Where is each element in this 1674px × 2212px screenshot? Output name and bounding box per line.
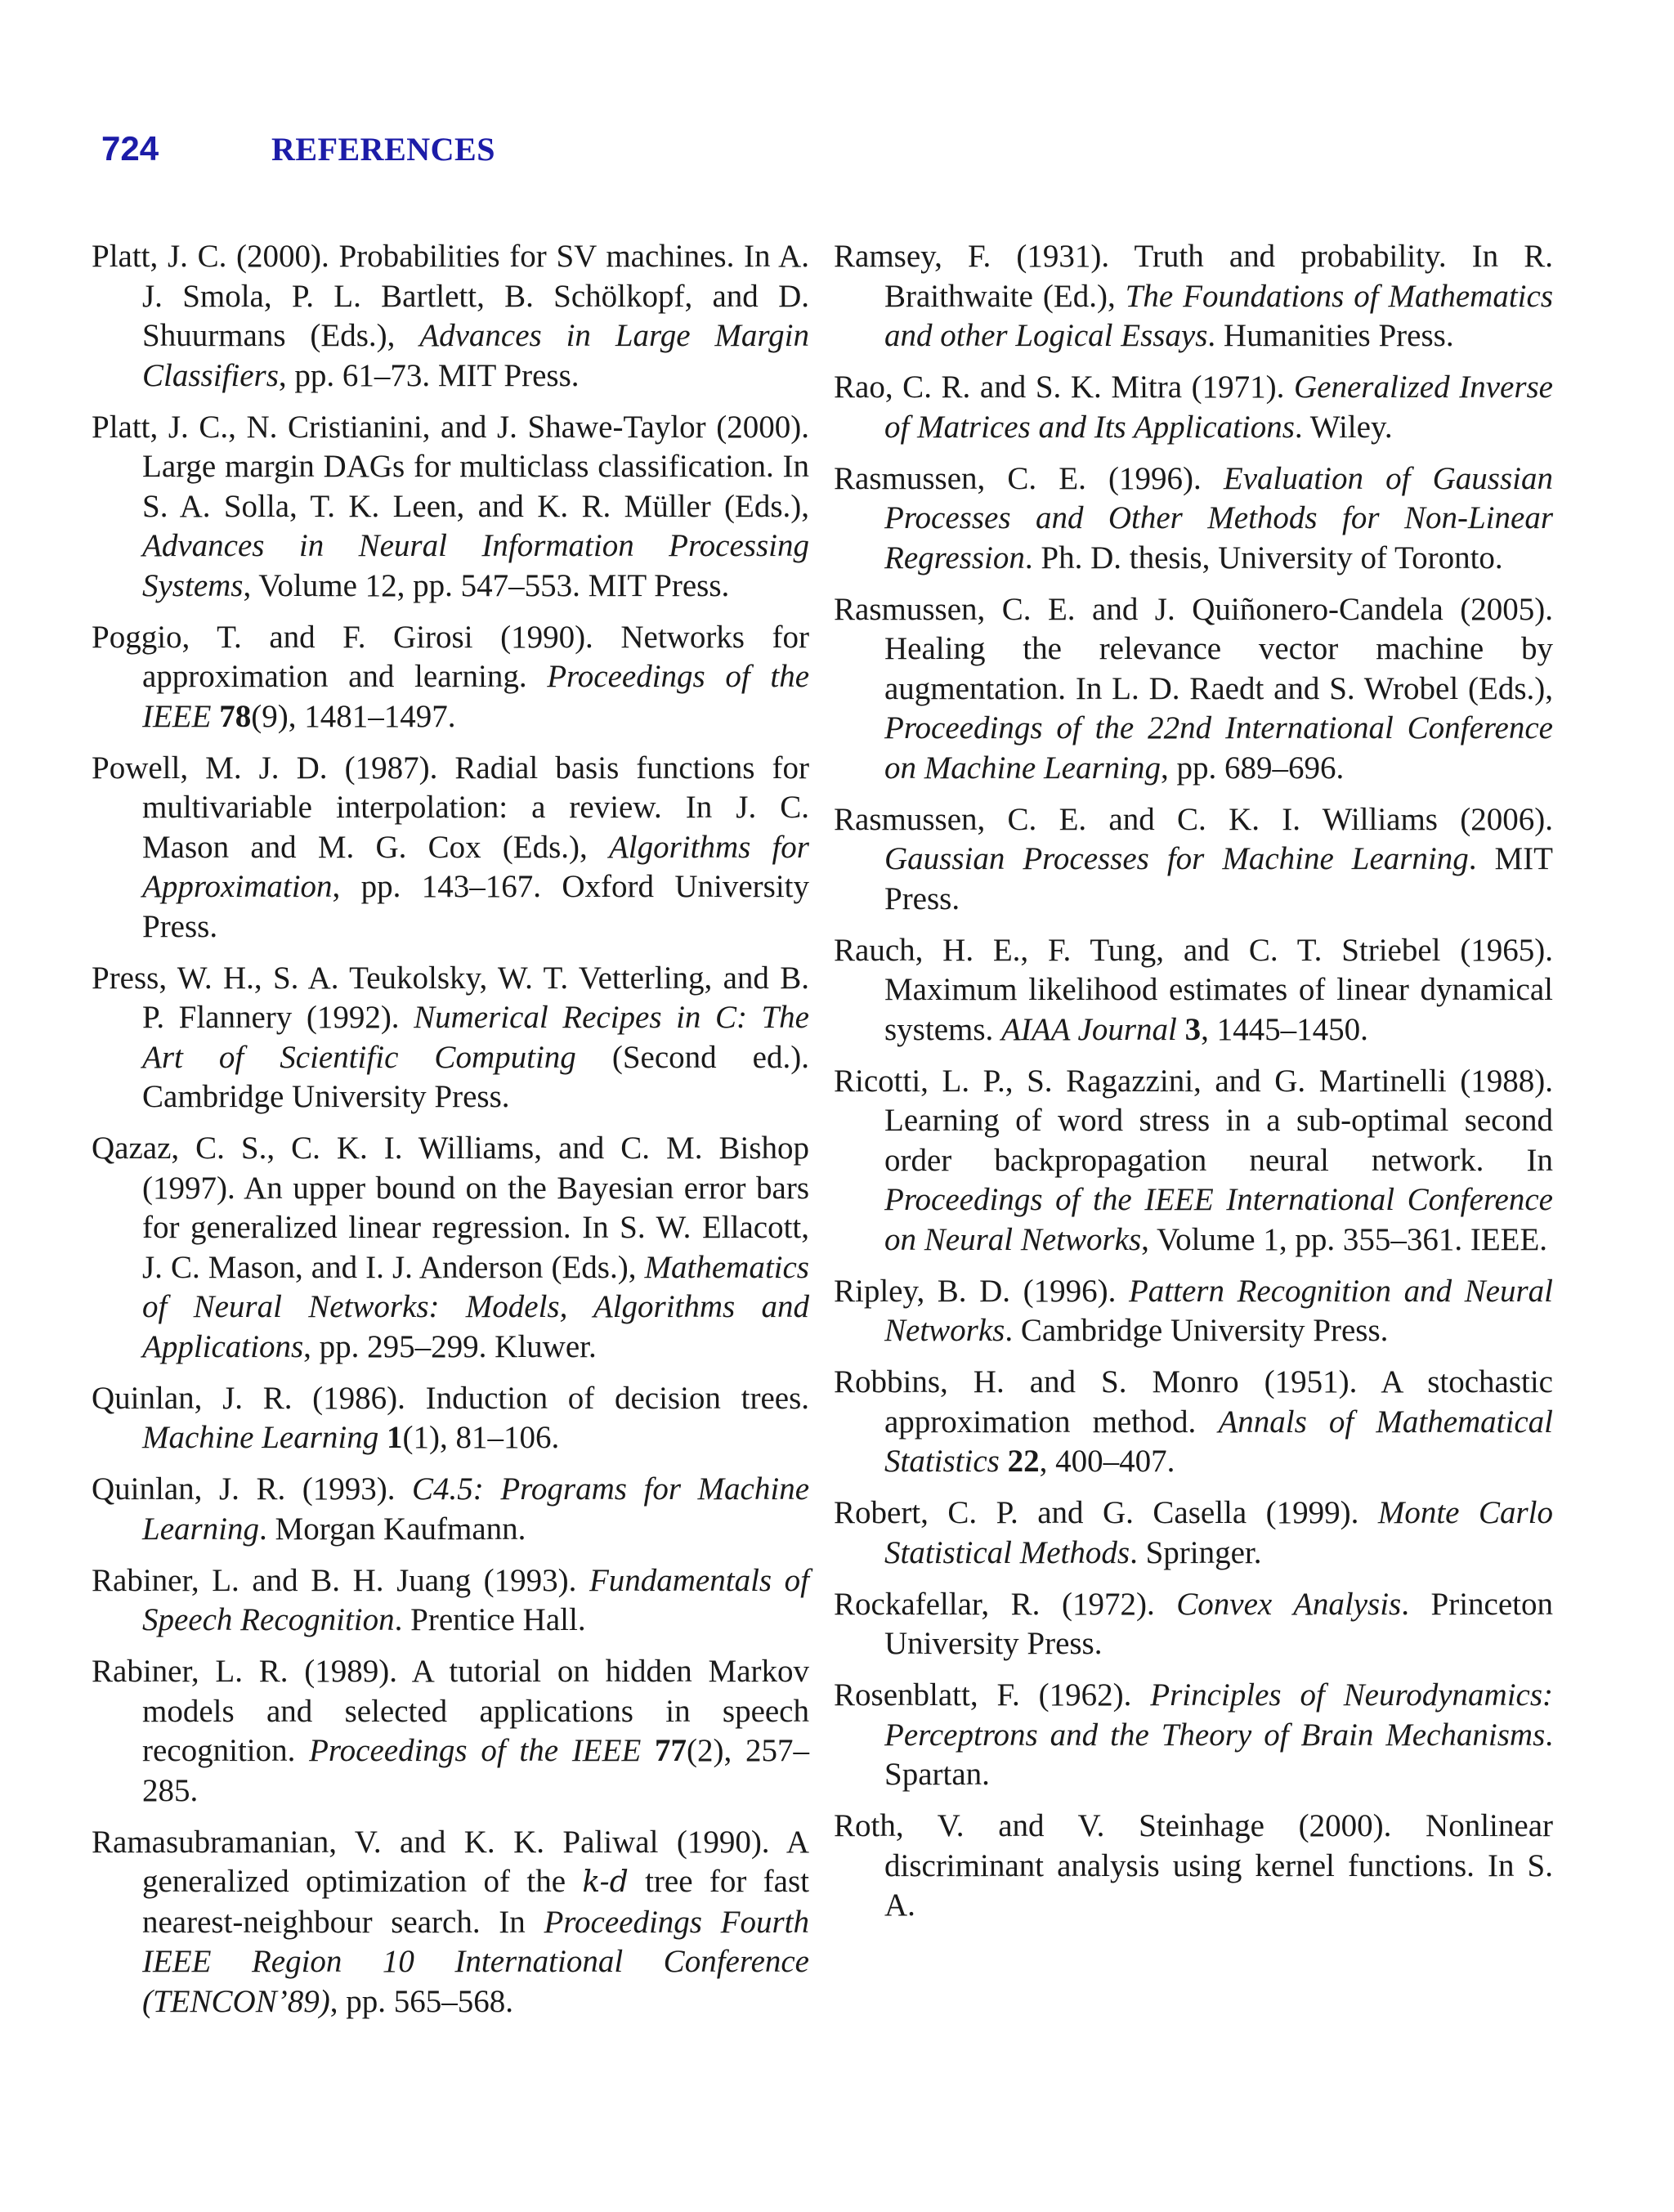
ref-text: Rockafellar, R. (1972). <box>834 1586 1177 1622</box>
ref-title: Advances in Large Margin Classifiers <box>142 318 809 393</box>
reference-entry <box>92 1823 809 2022</box>
ref-title: Proceedings of the IEEE <box>309 1733 642 1768</box>
ref-text: Rasmussen, C. E. (1996). <box>834 460 1224 496</box>
ref-title: Proceedings of the 22nd International Conference on Machine Learning <box>884 710 1553 786</box>
reference-entry <box>92 1561 809 1641</box>
reference-entry <box>834 1585 1553 1664</box>
reference-entry <box>92 237 809 396</box>
ref-text: . Humanities Press. <box>1207 318 1454 353</box>
running-head: REFERENCES <box>271 131 495 168</box>
ref-title: AIAA Journal <box>1001 1011 1177 1047</box>
reference-entry <box>92 1470 809 1549</box>
ref-text: . Cambridge University Press. <box>1005 1313 1389 1348</box>
ref-text: Qazaz, C. S., C. K. I. Williams, and C. M. Bishop (1997). An upper bound on the Bayesian error bars for generalized linear regression. In S. W. Ellacott, J. C. Mason, and I. J. Anderson (Eds.), <box>92 1131 809 1285</box>
ref-text: . Spartan. <box>884 1717 1553 1792</box>
ref-text: Platt, J. C. (2000). Probabilities for SV machines. In A. J. Smola, P. L. Bartlett, B. Schölkopf, and D. Shuurmans (Eds.), <box>92 239 809 353</box>
ref-text: . Morgan Kaufmann. <box>259 1511 526 1547</box>
ref-text: Rasmussen, C. E. and C. K. I. Williams (2006). <box>834 801 1553 837</box>
ref-text: . Ph. D. thesis, University of Toronto. <box>1024 540 1503 575</box>
ref-title: Principles of Neurodynamics: Perceptrons and the Theory of Brain Mechanisms <box>884 1677 1554 1753</box>
reference-entry <box>92 749 809 947</box>
ref-volume: 22 <box>999 1444 1040 1479</box>
ref-text: . MIT Press. <box>884 841 1553 916</box>
ref-text: Platt, J. C., N. Cristianini, and J. Shawe-Taylor (2000). Large margin DAGs for multiclass classification. In S. A. Solla, T. K. Leen, and K. R. Müller (Eds.), <box>92 409 809 524</box>
ref-text: . Wiley. <box>1294 409 1393 445</box>
ref-text: , 400–407. <box>1039 1444 1175 1479</box>
ref-text: . Springer. <box>1130 1534 1262 1570</box>
ref-title: C4.5: Programs for Machine Learning <box>142 1471 809 1547</box>
ref-text: , pp. 689–696. <box>1160 750 1345 786</box>
ref-text: Poggio, T. and F. Girosi (1990). Networks for approximation and learning. <box>92 619 809 694</box>
ref-title: Annals of Mathematical Statistics <box>884 1404 1553 1479</box>
ref-text: Rabiner, L. R. (1989). A tutorial on hidden Markov models and selected applications in speech recognition. <box>92 1654 809 1768</box>
ref-title: Mathematics of Neural Networks: Models, Algorithms and Applications <box>142 1249 809 1364</box>
page-header <box>101 129 495 168</box>
reference-entry <box>92 1129 809 1367</box>
reference-entry <box>92 1652 809 1811</box>
reference-entry <box>834 1272 1553 1351</box>
ref-text: Ricotti, L. P., S. Ragazzini, and G. Martinelli (1988). Learning of word stress in a sub-optimal second order backpropagation neural network. In <box>834 1063 1553 1178</box>
ref-text: Robbins, H. and S. Monro (1951). A stochastic approximation method. <box>834 1364 1553 1440</box>
ref-text: Rauch, H. E., F. Tung, and C. T. Striebel (1965). Maximum likelihood estimates of linear dynamical systems. <box>834 932 1553 1047</box>
ref-title: Proceedings of the IEEE <box>142 659 809 734</box>
ref-text: Press, W. H., S. A. Teukolsky, W. T. Vetterling, and B. P. Flannery (1992). <box>92 960 809 1035</box>
page-number: 724 <box>101 129 159 168</box>
ref-text: (2), 257–285. <box>142 1733 809 1808</box>
ref-title: Fundamentals of Speech Recognition <box>142 1562 809 1637</box>
ref-volume: 78 <box>211 698 252 734</box>
ref-text: tree for fast nearest-neighbour search. In <box>142 1864 809 1940</box>
ref-title: Pattern Recognition and Neural Networks <box>884 1273 1553 1348</box>
right-column <box>834 237 1553 1937</box>
ref-text: , 1445–1450. <box>1201 1011 1368 1047</box>
ref-volume: 1 <box>378 1420 403 1455</box>
ref-title: The Foundations of Mathematics and other Logical Essays <box>884 278 1553 353</box>
reference-entry <box>92 408 809 607</box>
ref-math: k-d <box>582 1865 629 1899</box>
reference-entry <box>834 1363 1553 1482</box>
ref-title: Advances in Neural Information Processing Systems <box>142 528 809 603</box>
reference-entry <box>834 237 1553 356</box>
ref-text: (9), 1481–1497. <box>251 698 456 734</box>
ref-title: Proceedings of the IEEE International Conference on Neural Networks <box>884 1182 1553 1257</box>
ref-text: , pp. 61–73. MIT Press. <box>278 357 580 393</box>
ref-text: Ramsey, F. (1931). Truth and probability. In R. Braithwaite (Ed.), <box>834 239 1553 314</box>
reference-entry <box>834 1062 1553 1260</box>
ref-text: Ramasubramanian, V. and K. K. Paliwal (1990). A generalized optimization of the <box>92 1824 809 1899</box>
ref-text: Powell, M. J. D. (1987). Radial basis functions for multivariable interpolation: a review. In J. C. Mason and M. G. Cox (Eds.), <box>92 750 809 865</box>
left-column <box>92 237 809 2034</box>
reference-entry <box>834 931 1553 1050</box>
reference-entry <box>834 590 1553 789</box>
ref-title: Machine Learning <box>142 1420 379 1455</box>
reference-entry <box>834 800 1553 920</box>
ref-text: . Princeton University Press. <box>884 1586 1554 1661</box>
ref-text: Rosenblatt, F. (1962). <box>834 1677 1151 1713</box>
reference-entry <box>834 1493 1553 1573</box>
reference-entry <box>834 1676 1553 1795</box>
ref-volume: 3 <box>1176 1011 1202 1047</box>
ref-text: (1), 81–106. <box>402 1420 560 1455</box>
ref-text: , Volume 12, pp. 547–553. MIT Press. <box>243 567 730 603</box>
ref-text: Rasmussen, C. E. and J. Quiñonero-Candela (2005). Healing the relevance vector machine by augmentation. In L. D. Raedt and S. Wrobel (Eds.), <box>834 591 1553 706</box>
reference-entry <box>92 959 809 1117</box>
ref-text: (Second ed.). Cambridge University Press. <box>142 1039 809 1114</box>
ref-text: Rabiner, L. and B. H. Juang (1993). <box>92 1562 589 1598</box>
ref-title: Generalized Inverse of Matrices and Its Applications <box>884 369 1553 445</box>
reference-entry <box>834 459 1553 579</box>
ref-volume: 77 <box>641 1733 687 1768</box>
reference-entry <box>92 1379 809 1458</box>
ref-text: , Volume 1, pp. 355–361. IEEE. <box>1141 1221 1548 1257</box>
ref-text: Robert, C. P. and G. Casella (1999). <box>834 1495 1378 1530</box>
reference-entry <box>834 368 1553 447</box>
ref-text: Quinlan, J. R. (1993). <box>92 1471 413 1507</box>
ref-text: Rao, C. R. and S. K. Mitra (1971). <box>834 369 1294 405</box>
ref-title: Proceedings Fourth IEEE Region 10 International Conference (TENCON’89) <box>142 1904 809 2019</box>
reference-entry <box>834 1807 1553 1926</box>
ref-text: . Prentice Hall. <box>394 1602 586 1637</box>
ref-title: Convex Analysis <box>1176 1586 1402 1622</box>
ref-text: , pp. 295–299. Kluwer. <box>303 1328 597 1364</box>
ref-text: Quinlan, J. R. (1986). Induction of decision trees. <box>92 1380 809 1416</box>
ref-text: Ripley, B. D. (1996). <box>834 1273 1129 1309</box>
ref-title: Gaussian Processes for Machine Learning <box>884 841 1469 876</box>
ref-title: Evaluation of Gaussian Processes and Other Methods for Non-Linear Regression <box>884 460 1553 575</box>
reference-entry <box>92 618 809 737</box>
ref-text: Roth, V. and V. Steinhage (2000). Nonlinear discriminant analysis using kernel functions. In S. A. <box>834 1808 1553 1923</box>
ref-text: , pp. 143–167. Oxford University Press. <box>142 869 809 944</box>
ref-title: Monte Carlo Statistical Methods <box>884 1495 1553 1570</box>
ref-title: Algorithms for Approximation <box>142 829 809 904</box>
ref-text: , pp. 565–568. <box>329 1983 513 2019</box>
ref-title: Numerical Recipes in C: The Art of Scientific Computing <box>142 1000 809 1075</box>
